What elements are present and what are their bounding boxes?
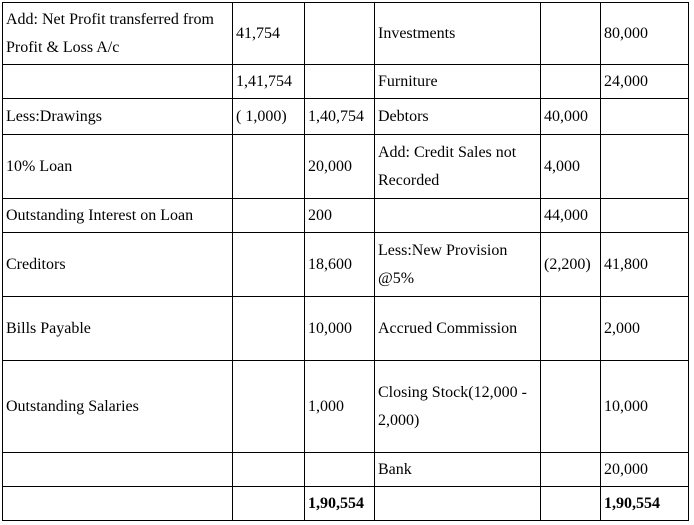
asset-inner-amount: [541, 487, 601, 521]
liability-inner-amount: [233, 233, 305, 297]
asset-description: Debtors: [375, 99, 541, 135]
liability-inner-amount: [233, 297, 305, 361]
liability-description: [3, 65, 233, 99]
liability-outer-amount: [305, 3, 375, 65]
asset-description: [375, 487, 541, 521]
asset-description: Investments: [375, 3, 541, 65]
totals-row: [3, 487, 689, 521]
liability-inner-amount: 1,41,754: [233, 65, 305, 99]
liability-outer-amount: 10,000: [305, 297, 375, 361]
asset-description: Accrued Commission: [375, 297, 541, 361]
asset-inner-amount: [541, 361, 601, 453]
table-row: [3, 233, 689, 297]
liability-description: [3, 453, 233, 487]
liability-description: Outstanding Interest on Loan: [3, 199, 233, 233]
asset-description: Closing Stock(12,000 - 2,000): [375, 361, 541, 453]
asset-outer-amount: [601, 99, 689, 135]
table-row: [3, 99, 689, 135]
asset-inner-amount: 44,000: [541, 199, 601, 233]
liability-outer-amount: 1,40,754: [305, 99, 375, 135]
table-row: [3, 199, 689, 233]
asset-description: Bank: [375, 453, 541, 487]
asset-outer-amount: 80,000: [601, 3, 689, 65]
asset-inner-amount: 4,000: [541, 135, 601, 199]
asset-inner-amount: [541, 65, 601, 99]
table-row: [3, 453, 689, 487]
asset-inner-amount: 40,000: [541, 99, 601, 135]
liability-outer-amount: [305, 453, 375, 487]
liability-description: [3, 487, 233, 521]
liability-description: 10% Loan: [3, 135, 233, 199]
table-row: [3, 361, 689, 453]
liability-inner-amount: [233, 361, 305, 453]
asset-description: Add: Credit Sales not Recorded: [375, 135, 541, 199]
liability-outer-amount: 200: [305, 199, 375, 233]
asset-description: Furniture: [375, 65, 541, 99]
asset-inner-amount: [541, 453, 601, 487]
liabilities-total: 1,90,554: [305, 487, 375, 521]
asset-outer-amount: 41,800: [601, 233, 689, 297]
liability-inner-amount: [233, 487, 305, 521]
liability-description: Outstanding Salaries: [3, 361, 233, 453]
liability-inner-amount: [233, 135, 305, 199]
asset-outer-amount: [601, 199, 689, 233]
asset-description: [375, 199, 541, 233]
liability-inner-amount: 41,754: [233, 3, 305, 65]
table-row: [3, 3, 689, 65]
asset-outer-amount: 20,000: [601, 453, 689, 487]
table-row: [3, 297, 689, 361]
assets-total: 1,90,554: [601, 487, 689, 521]
liability-description: Bills Payable: [3, 297, 233, 361]
asset-outer-amount: 2,000: [601, 297, 689, 361]
table-row: [3, 135, 689, 199]
balance-sheet-table: [2, 2, 689, 521]
liability-outer-amount: 18,600: [305, 233, 375, 297]
liability-outer-amount: 1,000: [305, 361, 375, 453]
liability-description: Add: Net Profit transferred from Profit & Loss A/c: [3, 3, 233, 65]
asset-inner-amount: [541, 297, 601, 361]
liability-description: Less:Drawings: [3, 99, 233, 135]
liability-inner-amount: [233, 199, 305, 233]
liability-inner-amount: [233, 453, 305, 487]
asset-inner-amount: [541, 3, 601, 65]
liability-description: Creditors: [3, 233, 233, 297]
table-row: [3, 65, 689, 99]
asset-outer-amount: [601, 135, 689, 199]
liability-outer-amount: 20,000: [305, 135, 375, 199]
liability-inner-amount: ( 1,000): [233, 99, 305, 135]
asset-outer-amount: 24,000: [601, 65, 689, 99]
liability-outer-amount: [305, 65, 375, 99]
asset-description: Less:New Provision @5%: [375, 233, 541, 297]
asset-outer-amount: 10,000: [601, 361, 689, 453]
asset-inner-amount: (2,200): [541, 233, 601, 297]
